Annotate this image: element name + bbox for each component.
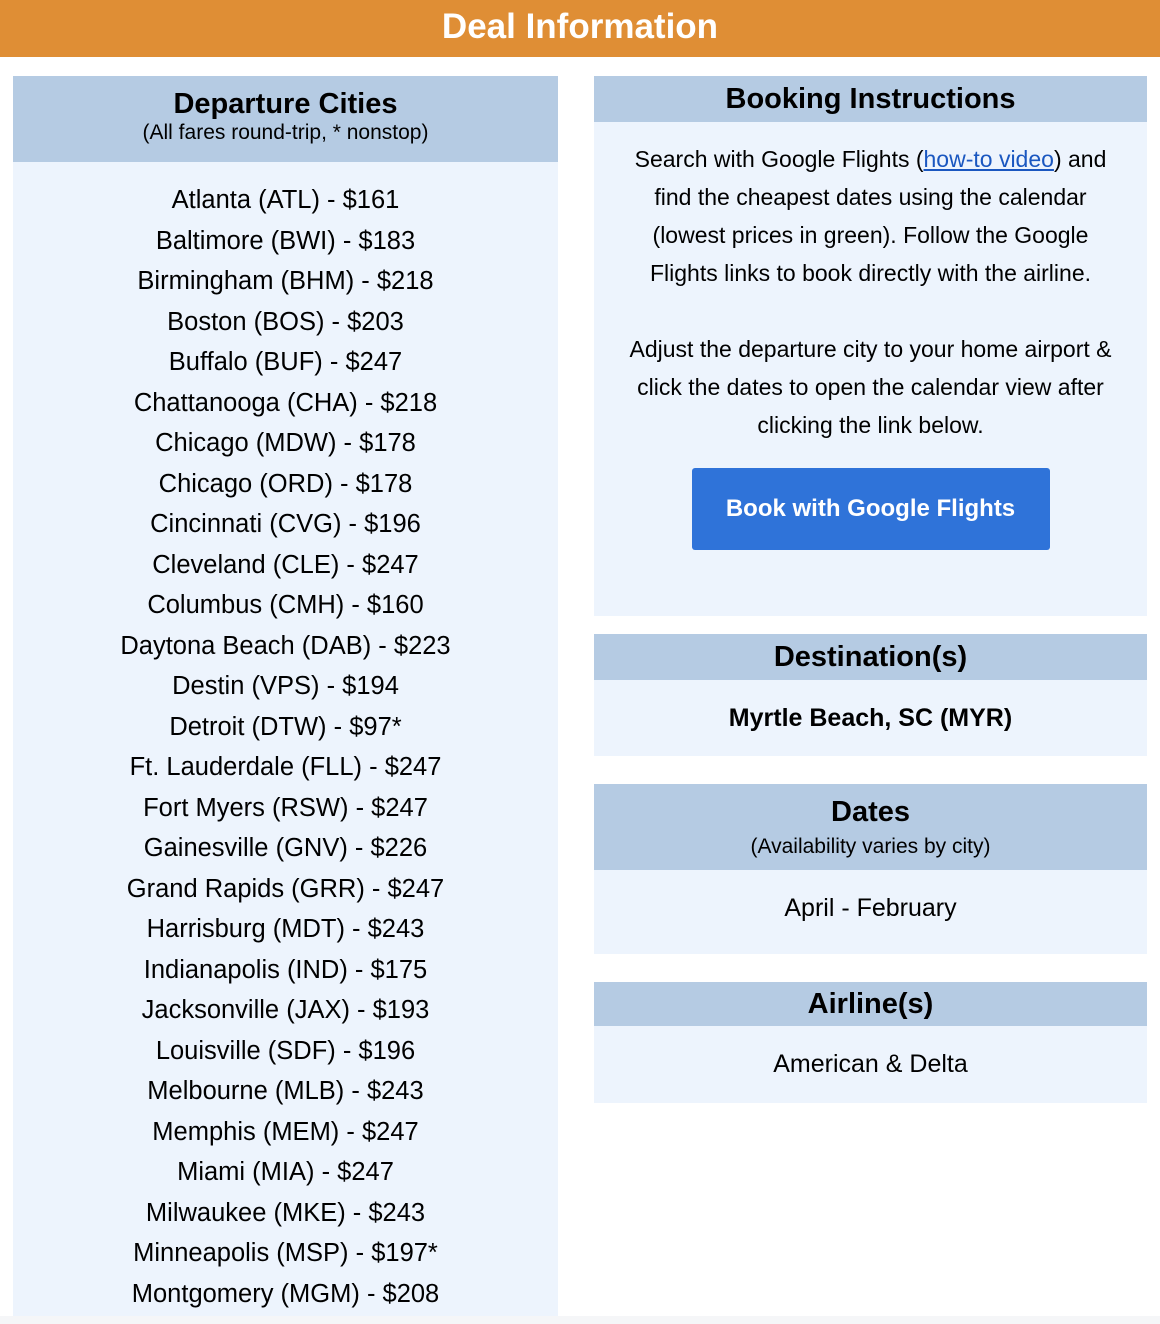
city-fare-item: Milwaukee (MKE) - $243 [145,1198,426,1227]
city-fare-item: Indianapolis (IND) - $175 [143,955,428,984]
city-fare-item: Harrisburg (MDT) - $243 [146,915,425,943]
city-fare-item: Louisville (SDF) - $196 [155,1036,416,1065]
city-fare-item: Atlanta (ATL) - $161 [171,186,400,214]
departure-heading: Departure Cities [173,88,398,120]
city-fare-item: Daytona Beach (DAB) - $223 [120,631,451,660]
city-fare-item: Ft. Lauderdale (FLL) - $247 [129,753,442,781]
booking-panel [594,76,1147,616]
city-fare-item: Boston (BOS) - $203 [167,307,404,336]
text: ) and find the cheapest dates using the calendar (lowest prices in green). Follow the Google Flights links to book directly with the airline. [649,146,1107,286]
departure-header [13,76,558,162]
city-fare-item: Melbourne (MLB) - $243 [147,1077,424,1105]
city-fare-item: Gainesville (GNV) - $226 [143,834,428,862]
city-fare-item: Cincinnati (CVG) - $196 [150,510,421,538]
book-with-google-flights-button[interactable]: Book with Google Flights [692,468,1050,550]
departure-cities-panel [13,76,558,1316]
instructions-paragraph-1 [624,140,1117,292]
dates-panel [594,784,1147,954]
airline-value: American & Delta [773,1050,968,1078]
city-fare-item: Destin (VPS) - $194 [172,672,399,700]
city-fare-item: Chicago (ORD) - $178 [158,469,413,498]
city-fare-item: Chicago (MDW) - $178 [155,429,416,457]
booking-heading: Booking Instructions [594,76,1147,122]
city-fare-item: Minneapolis (MSP) - $197* [133,1239,438,1267]
dates-header [594,784,1147,870]
dates-subheading: (Availability varies by city) [750,835,991,858]
footer-strip [0,1316,1160,1324]
page-title: Deal Information [0,0,1160,57]
airline-heading: Airline(s) [594,982,1147,1026]
destination-panel [594,634,1147,756]
text: Search with Google Flights ( [634,146,924,172]
city-fare-item: Montgomery (MGM) - $208 [131,1279,440,1308]
city-fare-item: Miami (MIA) - $247 [177,1158,394,1186]
city-fare-item: Baltimore (BWI) - $183 [155,226,416,255]
airline-panel [594,982,1147,1103]
city-list [13,162,558,1314]
how-to-video-link[interactable]: how-to video [923,146,1054,172]
city-fare-item: Fort Myers (RSW) - $247 [143,793,428,822]
city-fare-item: Memphis (MEM) - $247 [152,1117,419,1146]
destination-heading: Destination(s) [594,634,1147,680]
instructions-paragraph-2: Adjust the departure city to your home airport & click the dates to open the calendar view after clicking the link below. [629,336,1112,438]
dates-heading: Dates [831,796,910,828]
destination-value: Myrtle Beach, SC (MYR) [728,704,1013,732]
departure-subheading: (All fares round-trip, * nonstop) [142,121,429,144]
city-fare-item: Birmingham (BHM) - $218 [137,267,434,295]
city-fare-item: Grand Rapids (GRR) - $247 [126,874,445,903]
booking-instructions [594,122,1147,444]
city-fare-item: Buffalo (BUF) - $247 [168,348,403,376]
city-fare-item: Detroit (DTW) - $97* [169,712,402,741]
city-fare-item: Jacksonville (JAX) - $193 [141,996,430,1024]
city-fare-item: Columbus (CMH) - $160 [147,591,424,619]
city-fare-item: Cleveland (CLE) - $247 [152,550,419,579]
dates-value: April - February [784,894,957,922]
city-fare-item: Chattanooga (CHA) - $218 [133,388,438,417]
